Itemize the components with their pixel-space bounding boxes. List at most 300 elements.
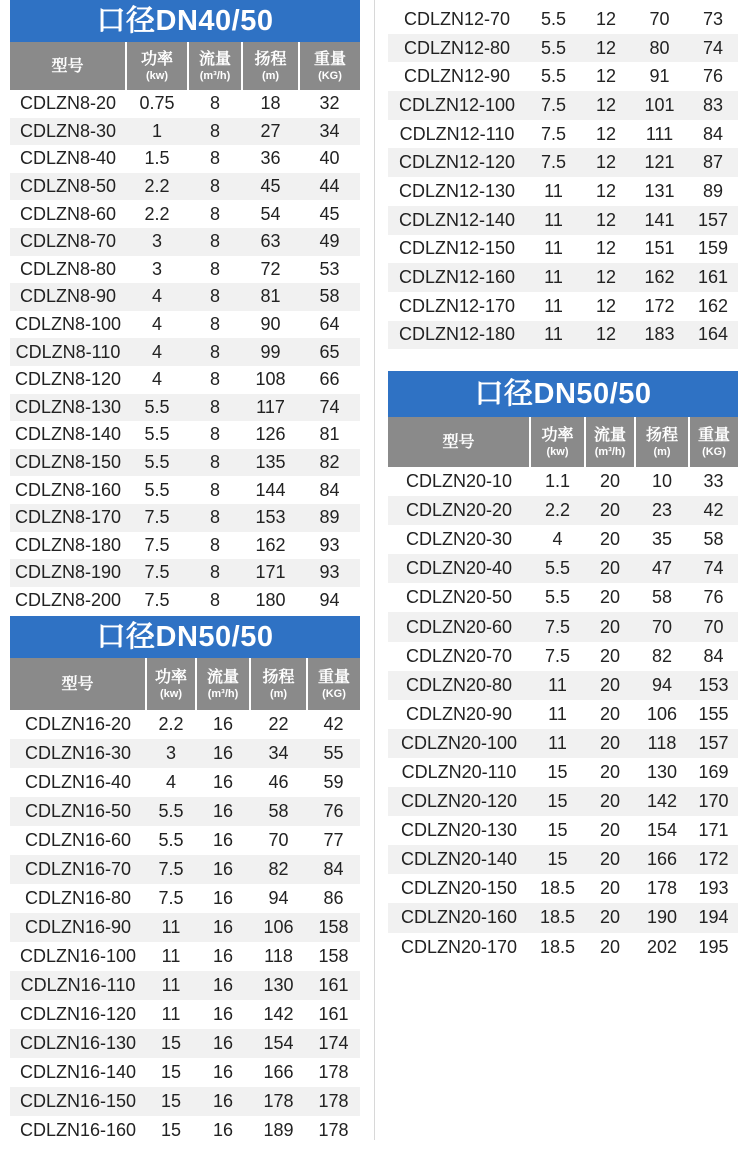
cell-model: CDLZN20-30 — [388, 525, 530, 554]
cell-head: 151 — [631, 235, 688, 264]
col-header-flow-unit: (m³/h) — [207, 687, 239, 700]
table-row — [388, 671, 738, 700]
cell-flow: 16 — [196, 942, 250, 971]
cell-flow: 20 — [585, 525, 635, 554]
cell-weight: 74 — [689, 554, 738, 583]
cell-flow: 20 — [585, 758, 635, 787]
table-row — [10, 338, 360, 366]
cell-weight: 161 — [307, 971, 360, 1000]
cell-weight: 44 — [299, 173, 360, 201]
cell-weight: 178 — [307, 1116, 360, 1145]
cell-flow: 12 — [581, 148, 631, 177]
cell-flow: 16 — [196, 797, 250, 826]
cell-head: 58 — [635, 583, 689, 612]
cell-weight: 161 — [688, 263, 738, 292]
cell-model: CDLZN8-150 — [10, 449, 126, 477]
cell-head: 153 — [242, 504, 299, 532]
col-header-weight-label: 重量 — [697, 426, 730, 444]
cell-model: CDLZN16-80 — [10, 884, 146, 913]
cell-weight: 53 — [299, 256, 360, 284]
cell-weight: 174 — [307, 1029, 360, 1058]
cell-weight: 76 — [689, 583, 738, 612]
cell-model: CDLZN12-120 — [388, 148, 526, 177]
table-row — [388, 554, 738, 583]
cell-flow: 20 — [585, 700, 635, 729]
cell-flow: 8 — [188, 338, 242, 366]
col-header-power-label: 功率 — [140, 50, 173, 68]
col-header-weight — [689, 417, 738, 467]
cell-power: 7.5 — [146, 884, 196, 913]
cell-head: 36 — [242, 145, 299, 173]
cell-weight: 74 — [688, 34, 738, 63]
cell-head: 94 — [250, 884, 307, 913]
cell-flow: 8 — [188, 449, 242, 477]
cell-head: 35 — [635, 525, 689, 554]
cell-head: 162 — [631, 263, 688, 292]
cell-model: CDLZN8-110 — [10, 338, 126, 366]
cell-weight: 155 — [689, 700, 738, 729]
cell-head: 118 — [250, 942, 307, 971]
table-panel-dn12 — [388, 5, 738, 349]
cell-head: 162 — [242, 532, 299, 560]
cell-head: 106 — [250, 913, 307, 942]
cell-model: CDLZN12-180 — [388, 321, 526, 350]
cell-power: 7.5 — [530, 612, 585, 641]
col-header-power-unit: (kw) — [146, 69, 168, 82]
cell-head: 99 — [242, 338, 299, 366]
col-header-weight-label: 重量 — [317, 668, 350, 686]
cell-weight: 84 — [299, 476, 360, 504]
cell-flow: 12 — [581, 5, 631, 34]
cell-weight: 159 — [688, 235, 738, 264]
cell-power: 7.5 — [126, 559, 188, 587]
cell-weight: 77 — [307, 826, 360, 855]
cell-head: 23 — [635, 496, 689, 525]
cell-model: CDLZN12-70 — [388, 5, 526, 34]
spec-table — [10, 42, 360, 614]
cell-power: 3 — [146, 739, 196, 768]
cell-model: CDLZN12-80 — [388, 34, 526, 63]
cell-head: 58 — [250, 797, 307, 826]
table-title: 口径DN40/50 — [10, 0, 360, 42]
cell-weight: 74 — [299, 394, 360, 422]
cell-flow: 12 — [581, 62, 631, 91]
cell-power: 5.5 — [126, 421, 188, 449]
cell-weight: 64 — [299, 311, 360, 339]
cell-head: 82 — [635, 642, 689, 671]
cell-head: 81 — [242, 283, 299, 311]
cell-weight: 195 — [689, 933, 738, 962]
cell-flow: 16 — [196, 710, 250, 739]
cell-head: 108 — [242, 366, 299, 394]
cell-weight: 89 — [299, 504, 360, 532]
table-row — [388, 758, 738, 787]
cell-model: CDLZN8-80 — [10, 256, 126, 284]
col-header-weight-unit: (KG) — [318, 69, 342, 82]
cell-power: 4 — [126, 338, 188, 366]
cell-weight: 164 — [688, 321, 738, 350]
cell-weight: 84 — [688, 120, 738, 149]
cell-head: 63 — [242, 228, 299, 256]
cell-weight: 194 — [689, 903, 738, 932]
table-row — [10, 587, 360, 615]
cell-power: 3 — [126, 256, 188, 284]
table-row — [10, 200, 360, 228]
cell-flow: 8 — [188, 504, 242, 532]
cell-model: CDLZN8-30 — [10, 118, 126, 146]
cell-weight: 153 — [689, 671, 738, 700]
cell-head: 46 — [250, 768, 307, 797]
table-row — [388, 816, 738, 845]
col-header-flow-unit: (m³/h) — [594, 445, 626, 458]
cell-head: 190 — [635, 903, 689, 932]
cell-weight: 161 — [307, 1000, 360, 1029]
cell-head: 101 — [631, 91, 688, 120]
cell-power: 4 — [126, 283, 188, 311]
cell-flow: 8 — [188, 90, 242, 118]
cell-power: 11 — [526, 206, 581, 235]
table-row — [388, 787, 738, 816]
table-row — [388, 34, 738, 63]
cell-flow: 8 — [188, 200, 242, 228]
cell-model: CDLZN20-130 — [388, 816, 530, 845]
cell-head: 34 — [250, 739, 307, 768]
cell-head: 180 — [242, 587, 299, 615]
cell-head: 121 — [631, 148, 688, 177]
cell-head: 135 — [242, 449, 299, 477]
cell-model: CDLZN8-50 — [10, 173, 126, 201]
cell-power: 18.5 — [530, 903, 585, 932]
cell-weight: 157 — [688, 206, 738, 235]
cell-model: CDLZN20-110 — [388, 758, 530, 787]
cell-flow: 20 — [585, 671, 635, 700]
table-row — [388, 148, 738, 177]
cell-power: 2.2 — [146, 710, 196, 739]
cell-flow: 8 — [188, 421, 242, 449]
table-row — [10, 855, 360, 884]
table-row — [10, 118, 360, 146]
table-row — [10, 476, 360, 504]
cell-weight: 86 — [307, 884, 360, 913]
cell-power: 5.5 — [126, 476, 188, 504]
cell-head: 91 — [631, 62, 688, 91]
col-header-flow-label: 流量 — [198, 50, 231, 68]
cell-flow: 16 — [196, 1058, 250, 1087]
cell-model: CDLZN16-40 — [10, 768, 146, 797]
cell-flow: 12 — [581, 235, 631, 264]
table-row — [10, 710, 360, 739]
cell-weight: 81 — [299, 421, 360, 449]
cell-model: CDLZN16-30 — [10, 739, 146, 768]
cell-weight: 65 — [299, 338, 360, 366]
table-row — [10, 173, 360, 201]
col-header-flow-label: 流量 — [593, 426, 626, 444]
cell-model: CDLZN8-130 — [10, 394, 126, 422]
cell-weight: 158 — [307, 913, 360, 942]
cell-weight: 162 — [688, 292, 738, 321]
cell-power: 15 — [146, 1029, 196, 1058]
cell-model: CDLZN20-70 — [388, 642, 530, 671]
col-header-power — [146, 658, 196, 710]
cell-power: 5.5 — [526, 34, 581, 63]
col-header-flow — [585, 417, 635, 467]
cell-power: 5.5 — [526, 62, 581, 91]
col-header-weight-unit: (KG) — [322, 687, 346, 700]
cell-weight: 93 — [299, 559, 360, 587]
cell-model: CDLZN16-150 — [10, 1087, 146, 1116]
cell-head: 70 — [250, 826, 307, 855]
cell-weight: 42 — [307, 710, 360, 739]
cell-head: 171 — [242, 559, 299, 587]
cell-power: 11 — [146, 971, 196, 1000]
table-row — [10, 1116, 360, 1145]
table-row — [10, 1000, 360, 1029]
cell-weight: 58 — [689, 525, 738, 554]
cell-power: 5.5 — [146, 826, 196, 855]
cell-head: 18 — [242, 90, 299, 118]
cell-power: 11 — [526, 321, 581, 350]
cell-model: CDLZN8-160 — [10, 476, 126, 504]
cell-model: CDLZN8-20 — [10, 90, 126, 118]
cell-flow: 20 — [585, 845, 635, 874]
cell-power: 5.5 — [530, 554, 585, 583]
cell-flow: 20 — [585, 583, 635, 612]
cell-flow: 20 — [585, 874, 635, 903]
cell-power: 2.2 — [530, 496, 585, 525]
cell-model: CDLZN12-130 — [388, 177, 526, 206]
cell-flow: 8 — [188, 283, 242, 311]
col-header-head — [250, 658, 307, 710]
cell-model: CDLZN16-130 — [10, 1029, 146, 1058]
cell-weight: 59 — [307, 768, 360, 797]
cell-flow: 16 — [196, 826, 250, 855]
cell-weight: 42 — [689, 496, 738, 525]
col-header-power-unit: (kw) — [160, 687, 182, 700]
col-header-weight — [299, 42, 360, 90]
cell-weight: 32 — [299, 90, 360, 118]
cell-head: 172 — [631, 292, 688, 321]
col-header-flow-unit: (m³/h) — [199, 69, 231, 82]
cell-power: 7.5 — [126, 587, 188, 615]
cell-flow: 20 — [585, 787, 635, 816]
cell-model: CDLZN20-100 — [388, 729, 530, 758]
cell-model: CDLZN16-60 — [10, 826, 146, 855]
header-row — [10, 42, 360, 90]
table-row — [388, 120, 738, 149]
col-header-head-unit: (m) — [261, 69, 280, 82]
cell-head: 141 — [631, 206, 688, 235]
cell-model: CDLZN8-180 — [10, 532, 126, 560]
cell-flow: 12 — [581, 34, 631, 63]
table-row — [10, 228, 360, 256]
cell-flow: 8 — [188, 173, 242, 201]
cell-model: CDLZN16-140 — [10, 1058, 146, 1087]
cell-model: CDLZN16-110 — [10, 971, 146, 1000]
table-row — [10, 971, 360, 1000]
cell-power: 1 — [126, 118, 188, 146]
cell-flow: 16 — [196, 739, 250, 768]
cell-power: 4 — [126, 366, 188, 394]
col-header-power-unit: (kw) — [546, 445, 569, 458]
cell-flow: 20 — [585, 642, 635, 671]
table-row — [10, 145, 360, 173]
cell-head: 117 — [242, 394, 299, 422]
table-row — [388, 642, 738, 671]
cell-model: CDLZN8-140 — [10, 421, 126, 449]
cell-flow: 16 — [196, 1029, 250, 1058]
cell-flow: 20 — [585, 612, 635, 641]
cell-power: 2.2 — [126, 173, 188, 201]
table-panel-dn50-20 — [388, 371, 738, 962]
cell-flow: 8 — [188, 256, 242, 284]
cell-weight: 193 — [689, 874, 738, 903]
cell-head: 47 — [635, 554, 689, 583]
table-row — [388, 933, 738, 962]
cell-head: 142 — [635, 787, 689, 816]
cell-flow: 8 — [188, 228, 242, 256]
cell-power: 11 — [146, 913, 196, 942]
cell-power: 7.5 — [526, 120, 581, 149]
cell-weight: 82 — [299, 449, 360, 477]
cell-model: CDLZN8-170 — [10, 504, 126, 532]
table-row — [388, 903, 738, 932]
cell-model: CDLZN8-70 — [10, 228, 126, 256]
cell-power: 18.5 — [530, 933, 585, 962]
cell-head: 106 — [635, 700, 689, 729]
table-row — [10, 913, 360, 942]
cell-model: CDLZN12-160 — [388, 263, 526, 292]
cell-power: 15 — [530, 816, 585, 845]
cell-flow: 16 — [196, 1087, 250, 1116]
cell-power: 1.5 — [126, 145, 188, 173]
col-header-weight-unit: (KG) — [702, 445, 726, 458]
col-header-power — [530, 417, 585, 467]
cell-power: 15 — [146, 1058, 196, 1087]
cell-model: CDLZN20-10 — [388, 467, 530, 496]
cell-power: 7.5 — [126, 504, 188, 532]
cell-head: 82 — [250, 855, 307, 884]
cell-weight: 84 — [689, 642, 738, 671]
cell-model: CDLZN20-140 — [388, 845, 530, 874]
table-row — [388, 292, 738, 321]
cell-head: 45 — [242, 173, 299, 201]
table-row — [10, 366, 360, 394]
cell-weight: 178 — [307, 1058, 360, 1087]
cell-model: CDLZN20-170 — [388, 933, 530, 962]
cell-flow: 16 — [196, 913, 250, 942]
cell-model: CDLZN12-150 — [388, 235, 526, 264]
col-header-power — [126, 42, 188, 90]
cell-power: 15 — [146, 1116, 196, 1145]
cell-flow: 8 — [188, 587, 242, 615]
cell-head: 154 — [635, 816, 689, 845]
cell-flow: 20 — [585, 467, 635, 496]
col-header-flow — [196, 658, 250, 710]
cell-model: CDLZN20-20 — [388, 496, 530, 525]
col-header-power-label: 功率 — [541, 426, 574, 444]
table-row — [10, 1029, 360, 1058]
table-row — [10, 311, 360, 339]
cell-flow: 16 — [196, 884, 250, 913]
col-header-weight-label: 重量 — [313, 50, 346, 68]
cell-weight: 34 — [299, 118, 360, 146]
cell-head: 131 — [631, 177, 688, 206]
col-header-head-unit: (m) — [653, 445, 671, 458]
cell-weight: 94 — [299, 587, 360, 615]
cell-power: 15 — [530, 845, 585, 874]
col-header-model-label: 型号 — [51, 57, 84, 75]
table-row — [10, 826, 360, 855]
table-row — [10, 532, 360, 560]
spec-table — [388, 5, 738, 349]
cell-head: 144 — [242, 476, 299, 504]
col-header-model — [388, 417, 530, 467]
cell-head: 189 — [250, 1116, 307, 1145]
cell-power: 15 — [530, 787, 585, 816]
cell-weight: 171 — [689, 816, 738, 845]
table-row — [10, 884, 360, 913]
cell-flow: 12 — [581, 206, 631, 235]
cell-power: 11 — [146, 942, 196, 971]
table-row — [388, 5, 738, 34]
table-row — [10, 797, 360, 826]
cell-flow: 16 — [196, 855, 250, 884]
cell-power: 15 — [530, 758, 585, 787]
header-row — [388, 417, 738, 467]
cell-flow: 12 — [581, 292, 631, 321]
cell-flow: 8 — [188, 311, 242, 339]
cell-head: 154 — [250, 1029, 307, 1058]
cell-model: CDLZN20-60 — [388, 612, 530, 641]
col-header-head-unit: (m) — [269, 687, 288, 700]
col-header-flow-label: 流量 — [206, 668, 239, 686]
cell-weight: 157 — [689, 729, 738, 758]
cell-weight: 76 — [307, 797, 360, 826]
table-row — [388, 525, 738, 554]
cell-power: 4 — [146, 768, 196, 797]
cell-head: 183 — [631, 321, 688, 350]
cell-model: CDLZN8-100 — [10, 311, 126, 339]
table-row — [388, 583, 738, 612]
table-row — [388, 91, 738, 120]
table-row — [388, 321, 738, 350]
cell-power: 11 — [530, 671, 585, 700]
cell-model: CDLZN12-100 — [388, 91, 526, 120]
cell-flow: 12 — [581, 263, 631, 292]
cell-power: 3 — [126, 228, 188, 256]
table-row — [388, 612, 738, 641]
cell-power: 5.5 — [126, 449, 188, 477]
cell-head: 94 — [635, 671, 689, 700]
cell-flow: 20 — [585, 933, 635, 962]
col-header-model — [10, 42, 126, 90]
cell-power: 7.5 — [530, 642, 585, 671]
cell-model: CDLZN8-40 — [10, 145, 126, 173]
cell-power: 11 — [530, 700, 585, 729]
cell-flow: 12 — [581, 120, 631, 149]
cell-model: CDLZN20-50 — [388, 583, 530, 612]
cell-flow: 12 — [581, 321, 631, 350]
col-header-head-label: 扬程 — [645, 426, 678, 444]
cell-flow: 8 — [188, 532, 242, 560]
cell-head: 10 — [635, 467, 689, 496]
cell-model: CDLZN12-170 — [388, 292, 526, 321]
cell-weight: 45 — [299, 200, 360, 228]
table-row — [10, 256, 360, 284]
cell-head: 126 — [242, 421, 299, 449]
table-row — [388, 177, 738, 206]
cell-head: 22 — [250, 710, 307, 739]
